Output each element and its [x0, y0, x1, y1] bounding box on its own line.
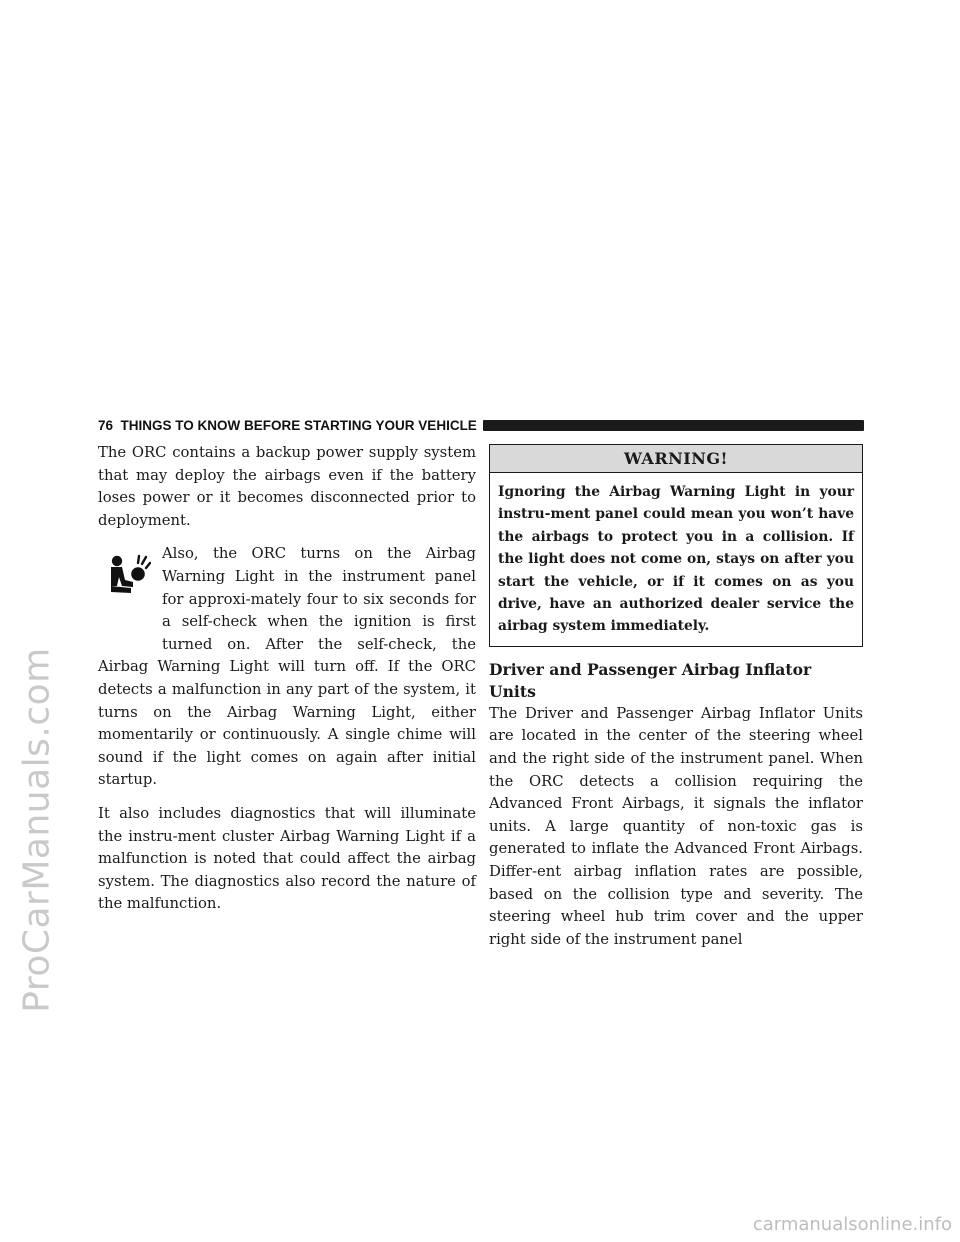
inflator-units-paragraph: The Driver and Passenger Airbag Inflator Units are located in the center of the steering wheel and the right side of the instrument panel. When the ORC detects a collision requiring the Advanced Front Airbags, it signals the inflator units. A large quantity of non-toxic gas is generated to inflate the Advanced Front Airbags. Differ-ent airbag inflation rates are possible, based on the collision type and severity. The steering wheel hub trim cover and the upper right side of the instrument panel: [489, 704, 863, 948]
right-column: [489, 444, 863, 962]
warning-body: Ignoring the Airbag Warning Light in your instru-ment panel could mean you won’t have the airbags to protect you in a collision. If the light does not come on, stays on after you start the vehicle, or if it comes on as you drive, have an authorized dealer service the airbag system immediately.: [498, 484, 854, 635]
header-rule: [483, 420, 864, 431]
inflator-units-heading: Driver and Passenger Airbag Inflator Units: [489, 659, 812, 701]
section-title: THINGS TO KNOW BEFORE STARTING YOUR VEHICLE: [120, 417, 477, 433]
side-watermark-text: ProCarManuals.com: [16, 647, 58, 1013]
warning-light-section: [98, 543, 476, 792]
bottom-watermark: carmanualsonline.info: [752, 1214, 952, 1235]
page-number: 76: [98, 417, 114, 433]
side-watermark: [2, 420, 72, 1240]
left-column: [98, 442, 476, 927]
page-header-text: [98, 418, 477, 433]
warning-light-paragraph: Also, the ORC turns on the Airbag Warning Light in the instrument panel for approxi-mately four to six seconds for a self-check when the ignition is first turned on. After the self-check, the Airbag Warning Light will turn off. If the ORC detects a malfunction in any part of the system, it turns on the Airbag Warning Light, either momentarily or continuously. A single chime will sound if the light comes on again after initial startup.: [98, 545, 476, 789]
airbag-warning-icon: [98, 543, 156, 641]
warning-title: WARNING!: [490, 445, 862, 473]
backup-power-paragraph: The ORC contains a backup power supply system that may deploy the airbags even if the battery loses power or it becomes disconnected prior to deployment.: [98, 444, 476, 529]
diagnostics-paragraph: It also includes diagnostics that will illuminate the instru-ment cluster Airbag Warning Light if a malfunction is noted that could affect the airbag system. The diagnostics also record the nature of the malfunction.: [98, 804, 476, 913]
page-header: [98, 414, 864, 436]
warning-box: [489, 444, 863, 647]
